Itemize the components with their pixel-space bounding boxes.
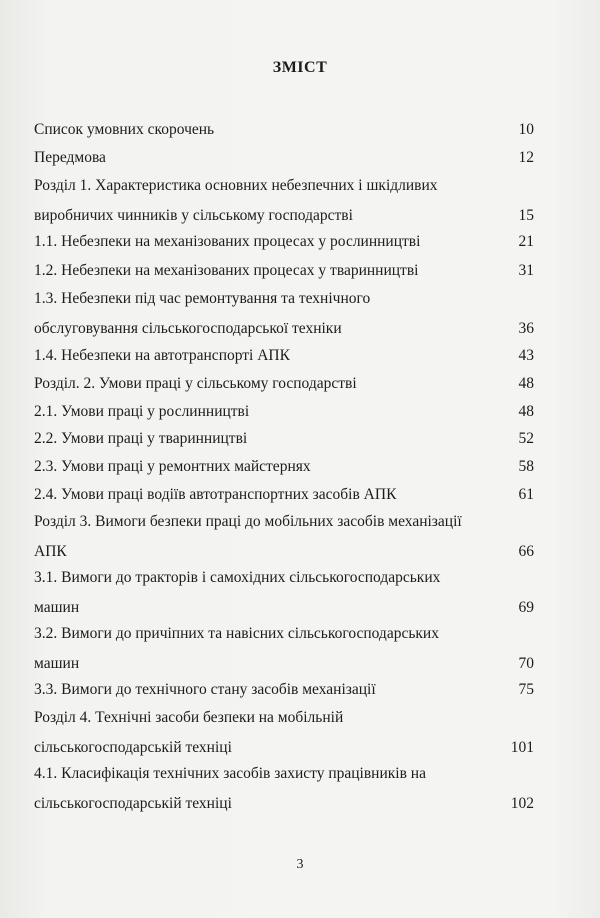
toc-entry-title: 1.2. Небезпеки на механізованих процесах у тваринництві <box>34 262 419 279</box>
toc-entry-title: Список умовних скорочень <box>34 121 215 138</box>
toc-entry-title: сільськогосподарській техніці <box>34 739 232 756</box>
toc-entry <box>34 759 534 819</box>
toc-entry <box>34 507 534 567</box>
toc-entry-title: АПК <box>34 543 67 560</box>
toc-entry-page: 15 <box>518 207 534 224</box>
toc-entry-title: 1.4. Небезпеки на автотранспорті АПК <box>34 347 290 364</box>
toc-entry-title: Розділ 1. Характеристика основних небезпечних і шкідливих <box>34 177 438 194</box>
toc-entry-title: Розділ 3. Вимоги безпеки праці до мобільних засобів механізації <box>34 513 462 530</box>
toc-entry <box>34 480 534 510</box>
toc-entry-page: 75 <box>518 681 534 698</box>
toc-entry-page: 31 <box>518 262 534 279</box>
toc-entry-title: Розділ. 2. Умови праці у сільському господарстві <box>34 375 357 392</box>
toc-entry-page: 43 <box>518 347 534 364</box>
toc-entry-title: сільськогосподарській техніці <box>34 795 232 812</box>
toc-entry-page: 58 <box>518 458 534 475</box>
toc-entry-page: 48 <box>518 403 534 420</box>
toc-entry-title: 2.1. Умови праці у рослинництві <box>34 403 250 420</box>
toc-entry-title: обслуговування сільськогосподарської техніки <box>34 320 342 337</box>
toc-entry-page: 36 <box>518 320 534 337</box>
toc-entry-title: машин <box>34 599 80 616</box>
toc-entry-title: 3.2. Вимоги до причіпних та навісних сільськогосподарських <box>34 625 439 642</box>
toc-entry-page: 69 <box>518 599 534 616</box>
page-number: 3 <box>296 857 304 872</box>
toc-entry-page: 102 <box>510 795 534 812</box>
toc-entry-title: Передмова <box>34 149 106 166</box>
toc-entry-page: 21 <box>518 233 534 250</box>
toc-entry <box>34 675 534 705</box>
toc-entry <box>34 227 534 257</box>
toc-heading: ЗМІСТ <box>272 59 328 76</box>
toc-entry <box>34 397 534 427</box>
toc-entry-title: виробничих чинників у сільському господарстві <box>34 207 353 224</box>
toc-entry-title: 3.3. Вимоги до технічного стану засобів механізації <box>34 681 376 698</box>
toc-entry <box>34 256 534 286</box>
toc-entry <box>34 424 534 454</box>
toc-entry <box>34 563 534 623</box>
toc-entry-title: машин <box>34 655 80 672</box>
toc-entry <box>34 115 534 145</box>
toc-entry <box>34 143 534 173</box>
toc-entry-title: 1.1. Небезпеки на механізованих процесах у рослинництві <box>34 233 421 250</box>
toc-entry-title: 3.1. Вимоги до тракторів і самохідних сільськогосподарських <box>34 569 441 586</box>
toc-entry-page: 12 <box>518 149 534 166</box>
toc-entry-page: 101 <box>510 739 534 756</box>
toc-entry-title: 1.3. Небезпеки під час ремонтування та технічного <box>34 290 371 307</box>
toc-entry-page: 52 <box>518 430 534 447</box>
toc-entry-title: 4.1. Класифікація технічних засобів захисту працівників на <box>34 765 426 782</box>
toc-entry-title: 2.4. Умови праці водіїв автотранспортних засобів АПК <box>34 486 397 503</box>
toc-entry-page: 70 <box>518 655 534 672</box>
toc-entry <box>34 369 534 399</box>
toc-entry <box>34 619 534 679</box>
toc-entry <box>34 703 534 763</box>
toc-entry <box>34 284 534 344</box>
toc-entry-page: 48 <box>518 375 534 392</box>
toc-entry <box>34 171 534 231</box>
toc-entry <box>34 452 534 482</box>
toc-entry-page: 66 <box>518 543 534 560</box>
toc-entry <box>34 341 534 371</box>
toc-entry-title: 2.2. Умови праці у тваринництві <box>34 430 248 447</box>
toc-entry-page: 61 <box>518 486 534 503</box>
toc-entry-title: 2.3. Умови праці у ремонтних майстернях <box>34 458 311 475</box>
toc-entry-title: Розділ 4. Технічні засоби безпеки на мобільній <box>34 709 344 726</box>
toc-entry-page: 10 <box>518 121 534 138</box>
